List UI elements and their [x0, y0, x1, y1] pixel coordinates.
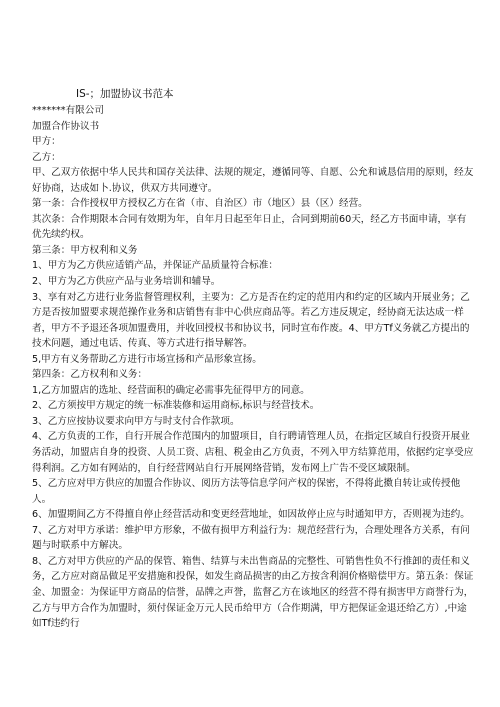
article-3-item-5: 5,甲方有义务帮助乙方进行市场宣扬和产品形象宣扬。 — [32, 353, 262, 365]
party-b: 乙方： — [32, 151, 61, 163]
article-4-item-6: 6、加盟期间乙方不得擅自停止经营活动和变更经营地址，如因故停止应与时通知甲方，否则视为违约。 — [32, 509, 470, 521]
agreement-title: 加盟合作协议书 — [32, 120, 100, 132]
article-3-heading: 第三条：甲方权利和义务 — [32, 244, 138, 256]
article-2: 其次条：合作期限本合同有效期为年，自年月日起至年日止，合同到期前60天，经乙方书面申请，享有优先续约权。 — [32, 213, 467, 241]
article-4-item-3: 3、乙方应按协议要求向甲方与时支付合作款项。 — [32, 415, 240, 427]
company-name: *******有限公司 — [32, 105, 104, 116]
document-body — [32, 103, 474, 632]
preamble: 甲、乙双方依据中华人民共和国存关法律、法规的规定，遵循同等、自愿、公允和诚恳信用的原则，经友好协商，达成如卜.协议，供双方共同遵守。 — [32, 167, 474, 194]
article-3-item-2: 2、甲方为乙方供应产品与业务培训和辅导。 — [32, 276, 221, 288]
party-a: 甲方： — [32, 136, 61, 148]
article-4-item-7: 7、乙方对甲方承诺：维护甲方形象，不做有损甲方利益行为：规范经营行为，合理处理各方关系，有问题与时联系中方解决。 — [32, 524, 470, 552]
document-heading: IS-；加盟协议书范本 — [76, 88, 174, 100]
article-4-heading: 第四条：乙方权利和义务： — [32, 369, 148, 381]
article-3-item-1: 1、甲方为乙方供应适销产品，并保证产品质量符合标准： — [32, 260, 278, 272]
article-4-item-2: 2、乙方须按甲方规定的统一标准装修和运用商标,标识与经营技术。 — [32, 400, 320, 412]
article-4-item-1: 1,乙方加盟店的选址、经营面积的确定必需事先征得甲方的同意。 — [32, 384, 310, 396]
article-3-item-3: 3、享有对乙方进行业务监督管理权利，主要为：乙方是否在约定的范用内和约定的区域内开展业务；乙方是否按加盟要求规范操作业务和店销售有非中心供应商品等。若乙方违反规定，经协商无法达成一样者，甲方不予退还各项加盟费用，并收回授权书和协议书，同时宣布作废。4、甲方Tf义务就乙方提出的技术问题，通过电话、传真、等方式进行指导解答。 — [32, 291, 470, 350]
article-4-item-4: 4、乙方负责的工作，自行开展合作范围内的加盟项目，自行聘请管理人员，在指定区域自行投资开展业务活动，加盟店自身的投资、人员工资、店租、税金由乙方负责，不列入甲方结算范用，依据约定享受应得利润。乙方如有网站的，自行经营网站自行开展网络营销，发布网上广告不受区域限制。 — [32, 431, 474, 474]
article-4-item-8: 8、乙方对甲方供应的产品的保管、箱售、结算与未出售商品的完整性、可销售性负不行推卸的责任和义务，乙方应对商品做足平安措施和投保，如发生商品损害的由乙方按含利润价格赔偿甲方。第五条：保证金、加盟金：为保证甲方商品的信誉，品牌之声誉，监督乙方在该地区的经营不得有损害甲方商誉行为，乙方与甲方合作为加盟时，须付保证金万元人民币给甲方（合作期满，甲方把保证金退还给乙方）,中途如Tf违约行 — [32, 555, 474, 630]
article-4-item-5: 5、乙方应对甲方供应的加盟合作协议、阅历方法等信息学问产权的保密，不得将此擞自转让或传授他人。 — [32, 478, 461, 505]
article-1: 第一条：合作授权甲方授权乙方在省（市、自治区）市（地区）县（区）经营。 — [32, 198, 368, 210]
